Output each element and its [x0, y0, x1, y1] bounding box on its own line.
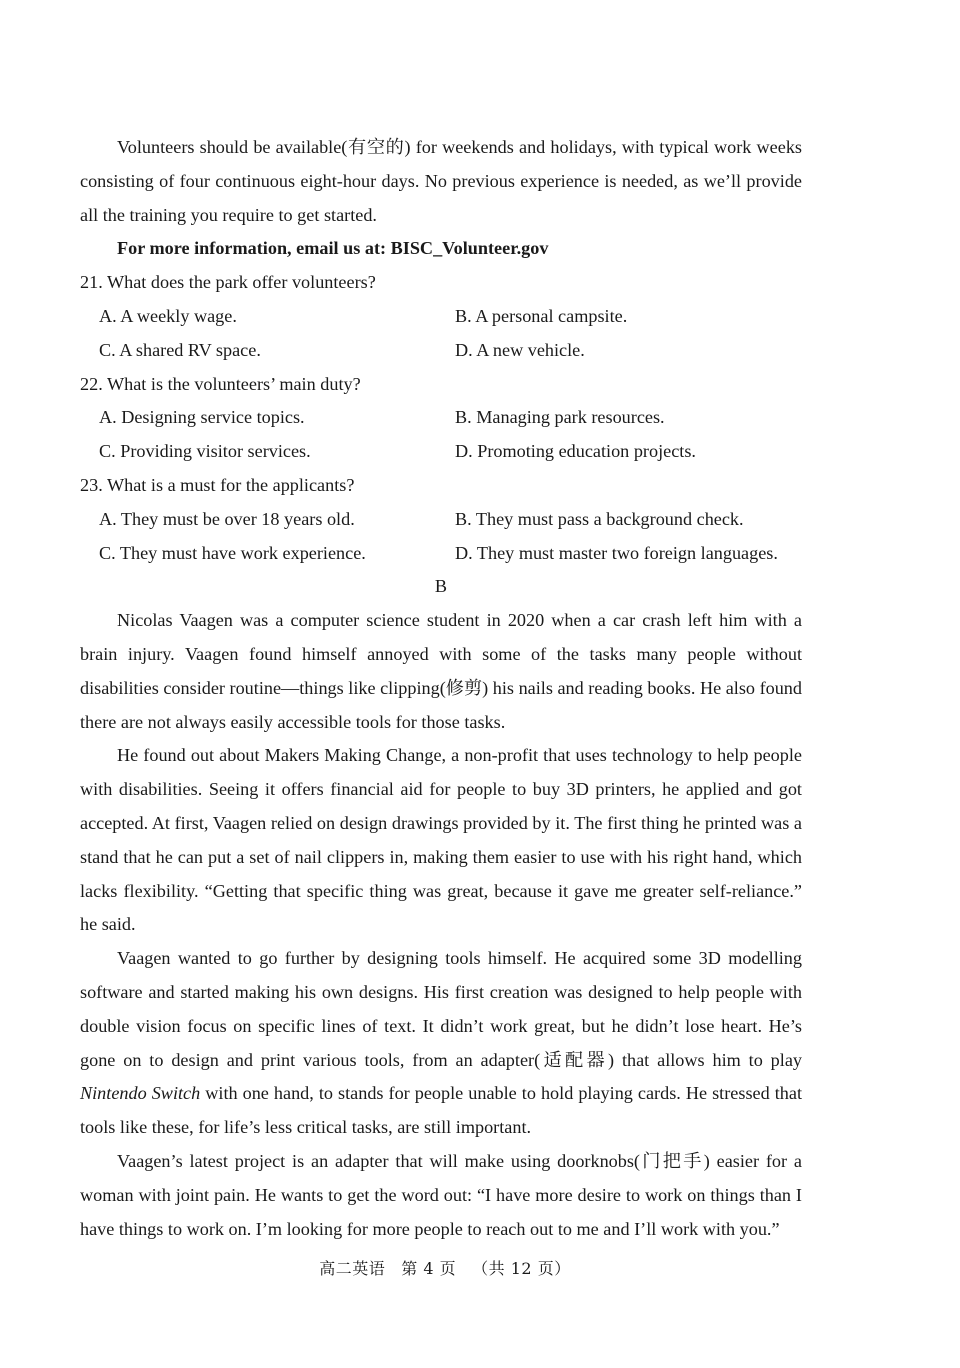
- option-c: C. Providing visitor services.: [99, 441, 311, 462]
- footer-subject: 高二英语: [319, 1259, 386, 1278]
- answer-options: [80, 503, 802, 571]
- passage-b-paragraph-4: Vaagen’s latest project is an adapter that will make using doorknobs(门把手) easier for a woman with joint pain. He wants to get the word out: “I have more desire to work on things than I have things to work on. I’m looking for more people to reach out to me and I’ll work with you.”: [80, 1150, 802, 1239]
- passage-b-paragraph-2: He found out about Makers Making Change, a non-profit that uses technology to help people with disabilities. Seeing it offers financial aid for people to buy 3D printers, he applied and got accepted. At first, Vaagen relied on design drawings provided by it. The first thing he printed was a stand that he can put a set of nail clippers in, making them easier to use with his right hand, which lacks flexibility. “Getting that specific thing was great, because it gave me greater self-reliance.” he said.: [80, 745, 802, 935]
- option-a: A. Designing service topics.: [99, 407, 305, 428]
- answer-options: [80, 401, 802, 469]
- footer-total-pages: （共 12 页）: [472, 1259, 571, 1278]
- option-a: A. They must be over 18 years old.: [99, 508, 355, 529]
- section-b-title: B: [434, 576, 448, 597]
- question-stem: 23. What is a must for the applicants?: [80, 474, 355, 495]
- contact-email-line: For more information, email us at: BISC_Volunteer.gov: [117, 238, 549, 259]
- option-d: D. A new vehicle.: [455, 339, 585, 360]
- game-title: Nintendo Switch: [80, 1083, 201, 1104]
- footer-page-number: 第 4 页: [401, 1259, 457, 1278]
- option-b: B. Managing park resources.: [455, 407, 665, 428]
- option-a: A. A weekly wage.: [99, 305, 237, 326]
- option-b: B. They must pass a background check.: [455, 508, 744, 529]
- answer-options: [80, 300, 802, 368]
- passage-b-paragraph-1: Nicolas Vaagen was a computer science student in 2020 when a car crash left him with a brain injury. Vaagen found himself annoyed with some of the tasks many people without disabilities consider routine—things like clipping(修剪) his nails and reading books. He also found there are not always easily accessible tools for those tasks.: [80, 610, 802, 732]
- question-stem: 21. What does the park offer volunteers?: [80, 272, 376, 293]
- question-22: [80, 368, 802, 469]
- question-stem: 22. What is the volunteers’ main duty?: [80, 373, 361, 394]
- option-d: D. They must master two foreign languages.: [455, 542, 778, 563]
- option-c: C. A shared RV space.: [99, 339, 261, 360]
- question-23: [80, 469, 802, 570]
- passage-b-paragraph-3: [80, 942, 802, 1145]
- option-b: B. A personal campsite.: [455, 305, 628, 326]
- passage-a-final-paragraph: Volunteers should be available(有空的) for weekends and holidays, with typical work weeks consisting of four continuous eight-hour days. No previous experience is needed, as we’ll provide all the training you require to get started.: [80, 137, 802, 225]
- paragraph-3-text: Vaagen wanted to go further by designing tools himself. He acquired some 3D modelling software and started making his own designs. His first creation was designed to help people with double vision focus on specific lines of text. It didn’t work great, but he didn’t lose heart. He’s gone on to design and print various tools, from an adapter(适配器) that allows him to play: [80, 948, 802, 1070]
- page-footer: [0, 1256, 890, 1279]
- option-d: D. Promoting education projects.: [455, 441, 696, 462]
- question-21: [80, 266, 802, 367]
- paragraph-3-tail: with one hand, to stands for people unable to hold playing cards. He stressed that tools like these, for life’s less critical tasks, are still important.: [80, 1083, 802, 1138]
- option-c: C. They must have work experience.: [99, 542, 366, 563]
- exam-page: [80, 131, 802, 1246]
